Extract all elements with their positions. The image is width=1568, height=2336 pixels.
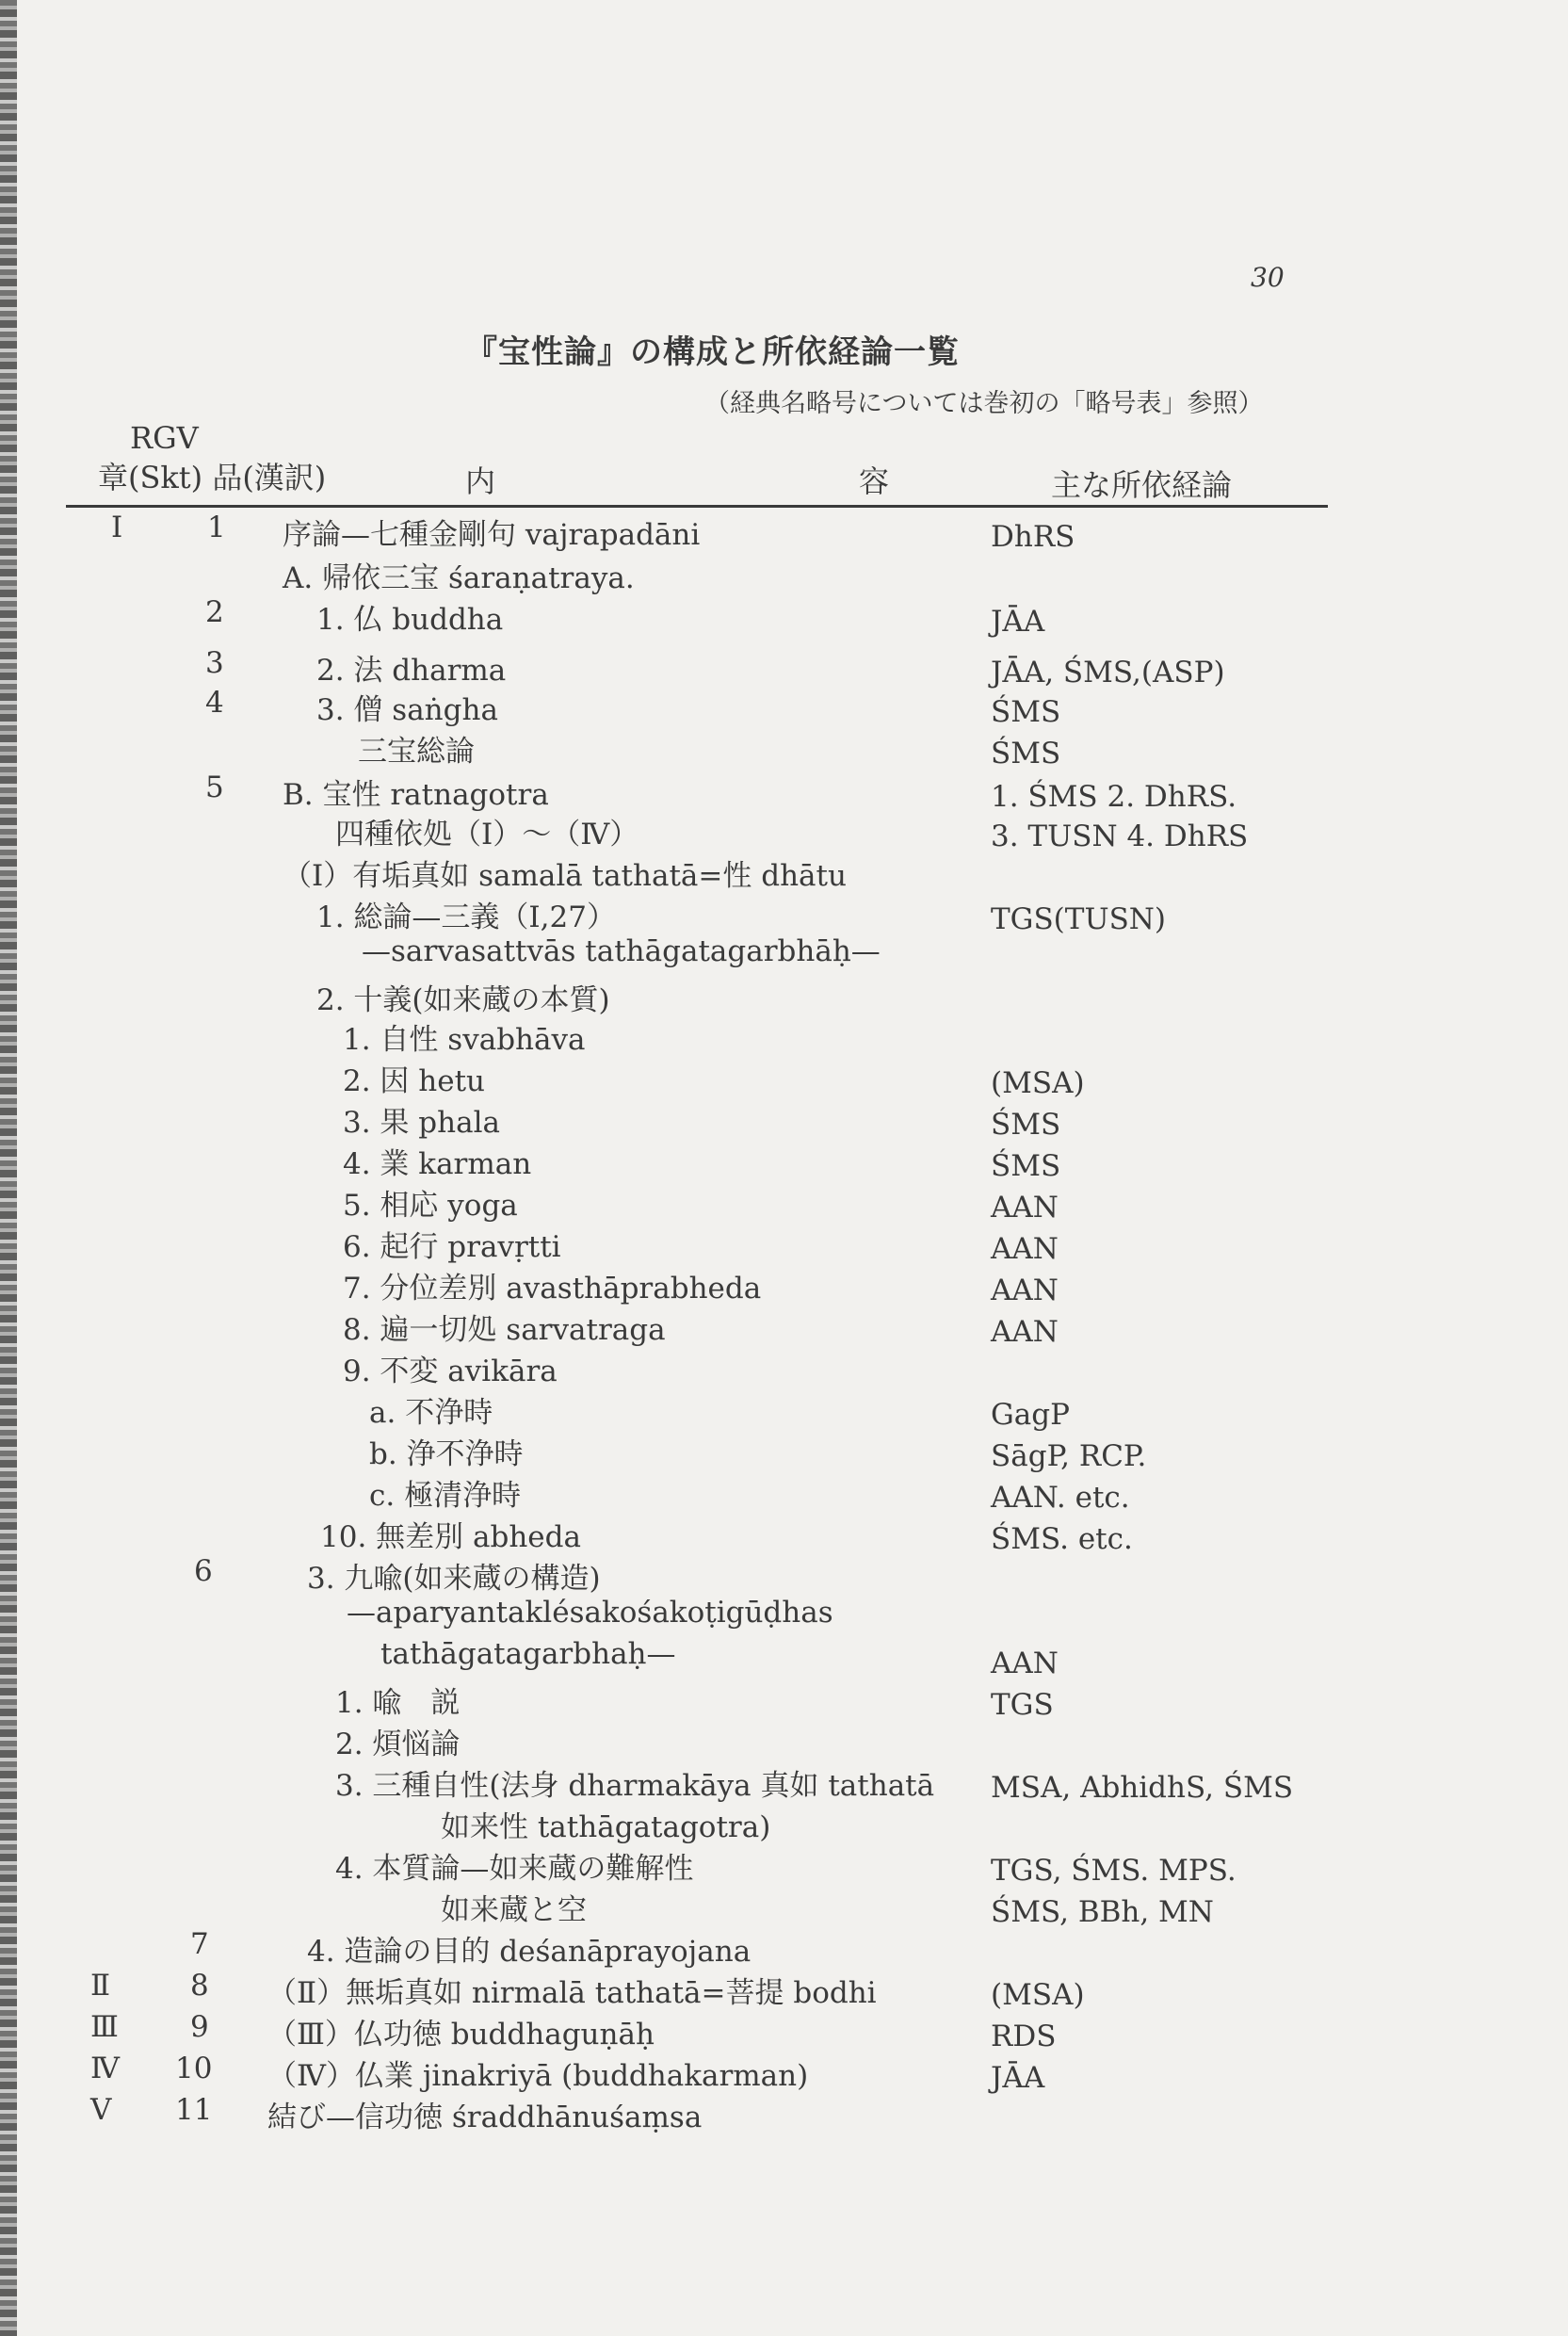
chapter-cell: Ⅴ: [90, 2093, 112, 2127]
content-cell: 4. 本質論—如来蔵の難解性: [335, 1852, 694, 1886]
table-row: [0, 1140, 1568, 1181]
content-cell: a. 不浄時: [369, 1396, 493, 1430]
content-cell: 8. 遍一切処 sarvatraga: [343, 1313, 666, 1347]
pin-cell: 8: [190, 1969, 209, 2003]
source-cell: MSA, AbhidhS, ŚMS: [991, 1771, 1294, 1805]
table-row: [0, 1264, 1568, 1306]
header-chapter-pin: 章(Skt) 品(漢訳): [98, 460, 327, 495]
table-row: [0, 934, 1568, 976]
table-row: [0, 727, 1568, 769]
source-cell: JĀA: [991, 605, 1045, 639]
chapter-cell: Ⅲ: [90, 2010, 119, 2044]
source-cell: AAN: [991, 1232, 1059, 1266]
table-row: [0, 1761, 1568, 1803]
source-cell: ŚMS, BBh, MN: [991, 1895, 1214, 1929]
table-row: [0, 810, 1568, 852]
source-cell: (MSA): [991, 1978, 1085, 2012]
source-cell: ŚMS: [991, 737, 1061, 771]
content-cell: c. 極清浄時: [369, 1479, 522, 1513]
source-cell: ŚMS: [991, 1149, 1061, 1183]
source-cell: 3. TUSN 4. DhRS: [991, 819, 1249, 853]
table-row: [0, 2010, 1568, 2052]
table-row: [0, 976, 1568, 1017]
table-row: [0, 1181, 1568, 1223]
content-cell: 3. 九喩(如来蔵の構造): [307, 1562, 601, 1596]
table-row: [0, 1886, 1568, 1927]
source-cell: AAN: [991, 1315, 1059, 1349]
pin-cell: 9: [190, 2010, 209, 2044]
page-subtitle: （経典名略号については巻初の「略号表」参照）: [704, 389, 1264, 418]
table-row: [0, 1969, 1568, 2010]
content-cell: （Ⅰ）有垢真如 samalā tathatā=性 dhātu: [283, 859, 847, 893]
page-number: 30: [1251, 262, 1285, 293]
content-cell: （Ⅱ）無垢真如 nirmalā tathatā=菩提 bodhi: [267, 1976, 877, 2010]
table-row: [0, 686, 1568, 727]
content-cell: 2. 十義(如来蔵の本質): [316, 983, 610, 1017]
pin-cell: 10: [175, 2052, 213, 2085]
source-cell: JĀA, ŚMS,(ASP): [991, 656, 1225, 689]
content-cell: （Ⅲ）仏功徳 buddhaguṇāḥ: [267, 2018, 655, 2052]
header-content-1: 内: [465, 463, 496, 499]
content-cell: 如来性 tathāgatagotra): [441, 1810, 771, 1844]
content-cell: 序論—七種金剛句 vajrapadāni: [283, 518, 701, 552]
content-cell: 2. 煩悩論: [335, 1728, 461, 1761]
table-row: [0, 2052, 1568, 2093]
table-row: [0, 1803, 1568, 1844]
table-row: [0, 1927, 1568, 1969]
content-cell: 1. 喩 説: [335, 1686, 461, 1720]
content-cell: 7. 分位差別 avasthāprabheda: [343, 1272, 762, 1306]
chapter-cell: Ⅰ: [111, 511, 123, 544]
table-row: [0, 1637, 1568, 1679]
source-cell: SāgP, RCP.: [991, 1439, 1147, 1473]
content-cell: 10. 無差別 abheda: [320, 1520, 581, 1554]
source-cell: RDS: [991, 2020, 1057, 2053]
table-row: [0, 1057, 1568, 1098]
content-cell: 1. 仏 buddha: [316, 603, 504, 637]
pin-cell: 6: [194, 1554, 213, 1588]
table-row: [0, 2093, 1568, 2134]
content-cell: tathāgatagarbhaḥ—: [380, 1637, 676, 1671]
table-row: [0, 852, 1568, 893]
source-cell: AAN. etc.: [991, 1481, 1130, 1515]
content-cell: 2. 因 hetu: [343, 1064, 486, 1098]
table-row: [0, 511, 1568, 552]
source-cell: 1. ŚMS 2. DhRS.: [991, 780, 1237, 814]
source-cell: GagP: [991, 1398, 1070, 1432]
content-cell: 如来蔵と空: [441, 1893, 587, 1927]
content-cell: 1. 自性 svabhāva: [343, 1023, 586, 1057]
content-cell: （Ⅳ）仏業 jinakriyā (buddhakarman): [267, 2059, 809, 2093]
header-rgv: RGV: [130, 420, 199, 456]
source-cell: DhRS: [991, 520, 1075, 554]
table-row: [0, 1720, 1568, 1761]
header-rule: [66, 505, 1328, 508]
table-row: [0, 1596, 1568, 1637]
table-row: [0, 646, 1568, 688]
content-cell: 結び—信功徳 śraddhānuśaṃsa: [267, 2101, 703, 2134]
table-row: [0, 1015, 1568, 1057]
pin-cell: 5: [205, 771, 224, 804]
table-row: [0, 1471, 1568, 1513]
content-cell: 3. 三種自性(法身 dharmakāya 真如 tathatā: [335, 1769, 935, 1803]
header-sources: 主な所依経論: [1051, 467, 1233, 503]
content-cell: B. 宝性 ratnagotra: [283, 778, 549, 812]
table-row: [0, 771, 1568, 812]
table-row: [0, 595, 1568, 637]
source-cell: AAN: [991, 1273, 1059, 1307]
content-cell: 2. 法 dharma: [316, 654, 507, 688]
source-cell: AAN: [991, 1647, 1059, 1680]
pin-cell: 4: [205, 686, 224, 720]
chapter-cell: Ⅳ: [90, 2052, 120, 2085]
table-row: [0, 1844, 1568, 1886]
content-cell: 4. 業 karman: [343, 1147, 532, 1181]
source-cell: (MSA): [991, 1066, 1085, 1100]
pin-cell: 11: [175, 2093, 213, 2127]
source-cell: AAN: [991, 1191, 1059, 1225]
table-row: [0, 1347, 1568, 1388]
source-cell: ŚMS. etc.: [991, 1522, 1133, 1556]
pin-cell: 7: [190, 1927, 209, 1961]
content-cell: —aparyantaklésakośakoṭigūḍhas: [347, 1596, 833, 1630]
pin-cell: 2: [205, 595, 224, 629]
source-cell: TGS(TUSN): [991, 902, 1167, 936]
table-row: [0, 1513, 1568, 1554]
table-row: [0, 554, 1568, 595]
content-cell: 5. 相応 yoga: [343, 1189, 518, 1223]
content-cell: b. 浄不浄時: [369, 1437, 524, 1471]
source-cell: TGS, ŚMS. MPS.: [991, 1854, 1237, 1888]
content-cell: 3. 僧 saṅgha: [316, 693, 498, 727]
table-row: [0, 1306, 1568, 1347]
chapter-cell: Ⅱ: [90, 1969, 111, 2003]
table-row: [0, 1098, 1568, 1140]
content-cell: 1. 総論—三義（Ⅰ,27）: [316, 900, 616, 934]
pin-cell: 3: [205, 646, 224, 680]
table-row: [0, 893, 1568, 934]
source-cell: JĀA: [991, 2061, 1045, 2095]
table-row: [0, 1388, 1568, 1430]
source-cell: ŚMS: [991, 1108, 1061, 1142]
content-cell: 四種依処（Ⅰ）〜（Ⅳ）: [335, 818, 639, 852]
pin-cell: 1: [207, 511, 226, 544]
content-cell: 3. 果 phala: [343, 1106, 500, 1140]
source-cell: TGS: [991, 1688, 1054, 1722]
content-cell: 4. 造論の目的 deśanāprayojana: [307, 1935, 752, 1969]
table-row: [0, 1223, 1568, 1264]
content-cell: 三宝総論: [358, 735, 475, 769]
table-row: [0, 1554, 1568, 1596]
header-content-2: 容: [859, 463, 890, 499]
table-row: [0, 1679, 1568, 1720]
content-cell: —sarvasattvās tathāgatagarbhāḥ—: [362, 934, 881, 968]
page-title: 『宝性論』の構成と所依経論一覧: [465, 333, 960, 371]
table-row: [0, 1430, 1568, 1471]
content-cell: A. 帰依三宝 śaraṇatraya.: [283, 561, 635, 595]
content-cell: 9. 不変 avikāra: [343, 1355, 558, 1388]
content-cell: 6. 起行 pravṛtti: [343, 1230, 561, 1264]
source-cell: ŚMS: [991, 695, 1061, 729]
